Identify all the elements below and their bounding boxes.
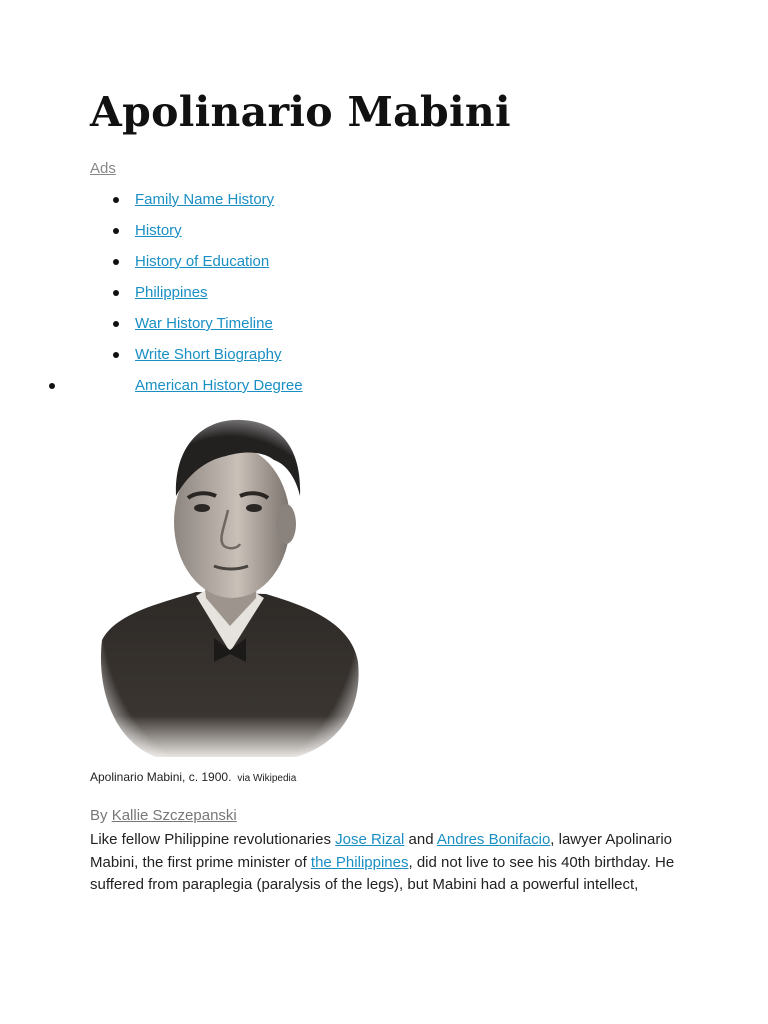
ad-link-write-short-biography[interactable]: Write Short Biography	[135, 346, 282, 363]
portrait-image	[96, 412, 364, 764]
link-andres-bonifacio[interactable]: Andres Bonifacio	[436, 831, 551, 848]
body-text-segment: , lawyer Apolinario Mabini, the first prime minister of	[90, 831, 673, 871]
list-item	[0, 343, 400, 367]
bullet-icon	[113, 228, 119, 234]
body-text-segment: , did not live to see his 40th birthday. He suffered from paraplegia (paralysis of the legs), but Mabini had a powerful intellect,	[90, 853, 675, 893]
ad-link-war-history-timeline[interactable]: War History Timeline	[135, 315, 273, 332]
bullet-icon	[113, 197, 119, 203]
ad-link-history-of-education[interactable]: History of Education	[135, 253, 270, 270]
list-item	[0, 374, 400, 398]
ad-link-family-name-history[interactable]: Family Name History	[135, 191, 275, 208]
image-caption	[90, 770, 296, 784]
list-item	[0, 188, 400, 212]
byline	[90, 807, 237, 824]
bullet-icon	[49, 383, 55, 389]
body-text-segment: Like fellow Philippine revolutionaries	[90, 831, 336, 848]
bullet-icon	[113, 352, 119, 358]
ad-link-american-history-degree[interactable]: American History Degree	[135, 377, 303, 394]
ad-link-history[interactable]: History	[135, 222, 182, 239]
link-jose-rizal[interactable]: Jose Rizal	[335, 831, 405, 848]
list-item	[0, 219, 400, 243]
byline-prefix: By	[90, 807, 108, 824]
ads-label[interactable]: Ads	[90, 160, 116, 177]
body-paragraph	[90, 829, 690, 897]
caption-text: Apolinario Mabini, c. 1900.	[90, 770, 232, 784]
author-link[interactable]: Kallie Szczepanski	[111, 807, 237, 824]
image-credit: via Wikipedia	[237, 773, 297, 784]
list-item	[0, 281, 400, 305]
list-item	[0, 250, 400, 274]
link-the-philippines[interactable]: the Philippines	[310, 853, 409, 871]
bullet-icon	[113, 259, 119, 265]
bullet-icon	[113, 290, 119, 296]
page-title: Apolinario Mabini	[90, 88, 511, 136]
ad-link-philippines[interactable]: Philippines	[135, 284, 208, 301]
article-body	[90, 829, 690, 897]
list-item	[0, 312, 400, 336]
body-text-segment: and	[404, 831, 437, 848]
bullet-icon	[113, 321, 119, 327]
